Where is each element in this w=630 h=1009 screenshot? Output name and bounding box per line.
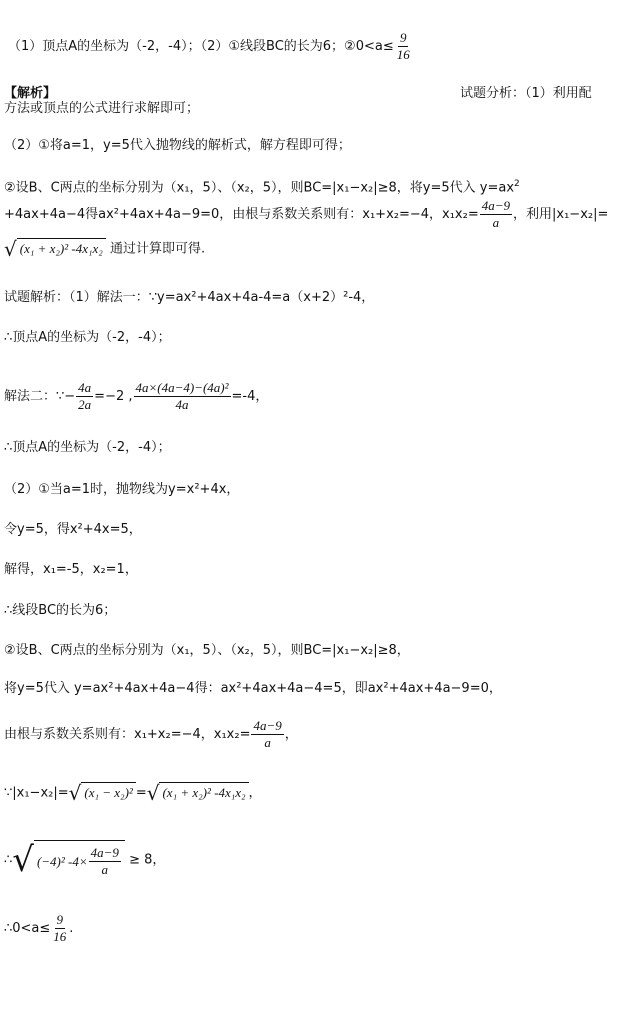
analysis-line-3-text: ②设B、C两点的坐标分别为（x₁，5）、（x₂，5），则BC=|x₁−x₂|≥8，将y=5代入 y=ax: [4, 180, 515, 196]
s13-sqrt-text: (−4)² -4×: [36, 853, 88, 869]
s12-sqrt-2: √ (x₁ + x₂)² -4x₁x₂: [147, 782, 249, 804]
s13-num: 4a−9: [90, 845, 119, 860]
s14-den: 16: [53, 929, 67, 944]
s13-sqrt: √ (−4)² -4× $\frac{4a-9}{a}$: [12, 840, 125, 880]
analysis-sqrt: √ (x₁ + x₂)² -4x₁x₂: [4, 238, 106, 260]
analysis-sqrt-body: (x₁ + x₂)² -4x₁x₂: [17, 238, 106, 260]
solution-line-11-fraction: [251, 718, 283, 751]
analysis-line-5b: 通过计算即可得.: [109, 241, 206, 257]
solution-line-13-pre: ∴: [4, 852, 13, 868]
answer-line: [8, 30, 413, 63]
answer-fraction: [395, 30, 412, 63]
solution-line-9: ②设B、C两点的坐标分别为（x₁，5）、（x₂，5），则BC=|x₁−x₂|≥8，: [4, 643, 410, 658]
solution-line-14: [4, 912, 73, 945]
solution-line-2: ∴顶点A的坐标为（-2，-4）；: [4, 330, 171, 345]
analysis-right-label: 试题分析：（1）利用配: [460, 86, 592, 101]
solution-line-3-pre: 解法二：∵−: [4, 389, 76, 404]
solution-line-1: 试题解析：（1）解法一：∵y=ax²+4ax+4a-4=a（x+2）²-4，: [4, 290, 375, 305]
s3-f2-den: 4a: [175, 397, 189, 412]
s3-f1-num: 4a: [78, 380, 92, 395]
analysis-line-5: [4, 238, 205, 260]
s3-f1-den: 2a: [78, 397, 92, 412]
solution-line-4: ∴顶点A的坐标为（-2，-4）；: [4, 440, 171, 455]
answer-text: （1）顶点A的坐标为（-2，-4）；（2）①线段BC的长为6；②0<a≤: [8, 39, 394, 54]
solution-line-14-pre: ∴0<a≤: [4, 921, 51, 936]
solution-line-11: [4, 718, 298, 751]
solution-line-3: [4, 380, 268, 413]
solution-line-3-frac-1: [76, 380, 93, 413]
solution-line-3-mid: =−2 ,: [94, 389, 133, 404]
s3-f2-num: 4a×(4a−4)−(4a)²: [135, 380, 229, 395]
answer-frac-den: 16: [396, 47, 410, 62]
solution-line-3-post: =-4，: [231, 389, 269, 404]
s11-den: a: [264, 735, 271, 750]
solution-line-10: 将y=5代入 y=ax²+4ax+4a−4得：ax²+4ax+4a−4=5，即ax²+4ax+4a−9=0，: [4, 681, 502, 696]
solution-line-3-frac-2: [134, 380, 231, 413]
analysis-line-4-fraction: [480, 198, 512, 231]
analysis-line-4: [4, 198, 608, 231]
s11-num: 4a−9: [253, 718, 282, 733]
solution-line-13-post: ≥ 8，: [129, 852, 166, 868]
solution-line-7: 解得，x₁=-5，x₂=1，: [4, 562, 138, 577]
s14-fraction: [51, 912, 68, 945]
solution-line-6: 令y=5，得x²+4x=5，: [4, 522, 142, 537]
analysis-heading: 【解析】: [4, 86, 57, 101]
s13-fraction: [89, 845, 121, 878]
solution-line-12-post: ，: [248, 785, 262, 801]
answer-frac-num: 9: [399, 30, 407, 45]
s12-eq: =: [135, 785, 147, 801]
s12-sqrt-2-body: (x₁ + x₂)² -4x₁x₂: [159, 782, 248, 804]
solution-line-13: [4, 840, 165, 880]
analysis-line-4a: +4ax+4a−4得ax²+4ax+4a−9=0，由根与系数关系则有：x₁+x₂=−4，x₁x₂=: [4, 207, 479, 222]
solution-line-11-post: ，: [284, 727, 298, 742]
analysis-line-3: ②设B、C两点的坐标分别为（x₁，5）、（x₂，5），则BC=|x₁−x₂|≥8，将y=5代入 $y=ax^2$: [4, 179, 520, 196]
s12-sqrt-1-body: (x₁ − x₂)²: [81, 782, 135, 804]
s12-sqrt-1: √ (x₁ − x₂)²: [69, 782, 136, 804]
s14-num: 9: [56, 912, 64, 927]
solution-line-5: （2）①当a=1时，抛物线为y=x²+4x，: [4, 482, 240, 497]
analysis-line-1: 方法或顶点的公式进行求解即可；: [4, 101, 200, 116]
analysis-line-4b: ，利用|x₁−x₂|=: [513, 207, 609, 222]
solution-line-8: ∴线段BC的长为6；: [4, 603, 117, 618]
solution-line-11-pre: 由根与系数关系则有：x₁+x₂=−4，x₁x₂=: [4, 727, 251, 742]
analysis-line-2: （2）①将a=1，y=5代入抛物线的解析式，解方程即可得；: [4, 138, 351, 153]
solution-line-12-pre: ∵|x₁−x₂|=: [4, 785, 69, 801]
solution-line-14-post: .: [69, 921, 74, 936]
analysis-line-4-den: a: [492, 215, 500, 230]
analysis-line-4-num: 4a−9: [481, 198, 511, 213]
solution-line-12: [4, 782, 262, 804]
s13-den: a: [101, 862, 109, 877]
